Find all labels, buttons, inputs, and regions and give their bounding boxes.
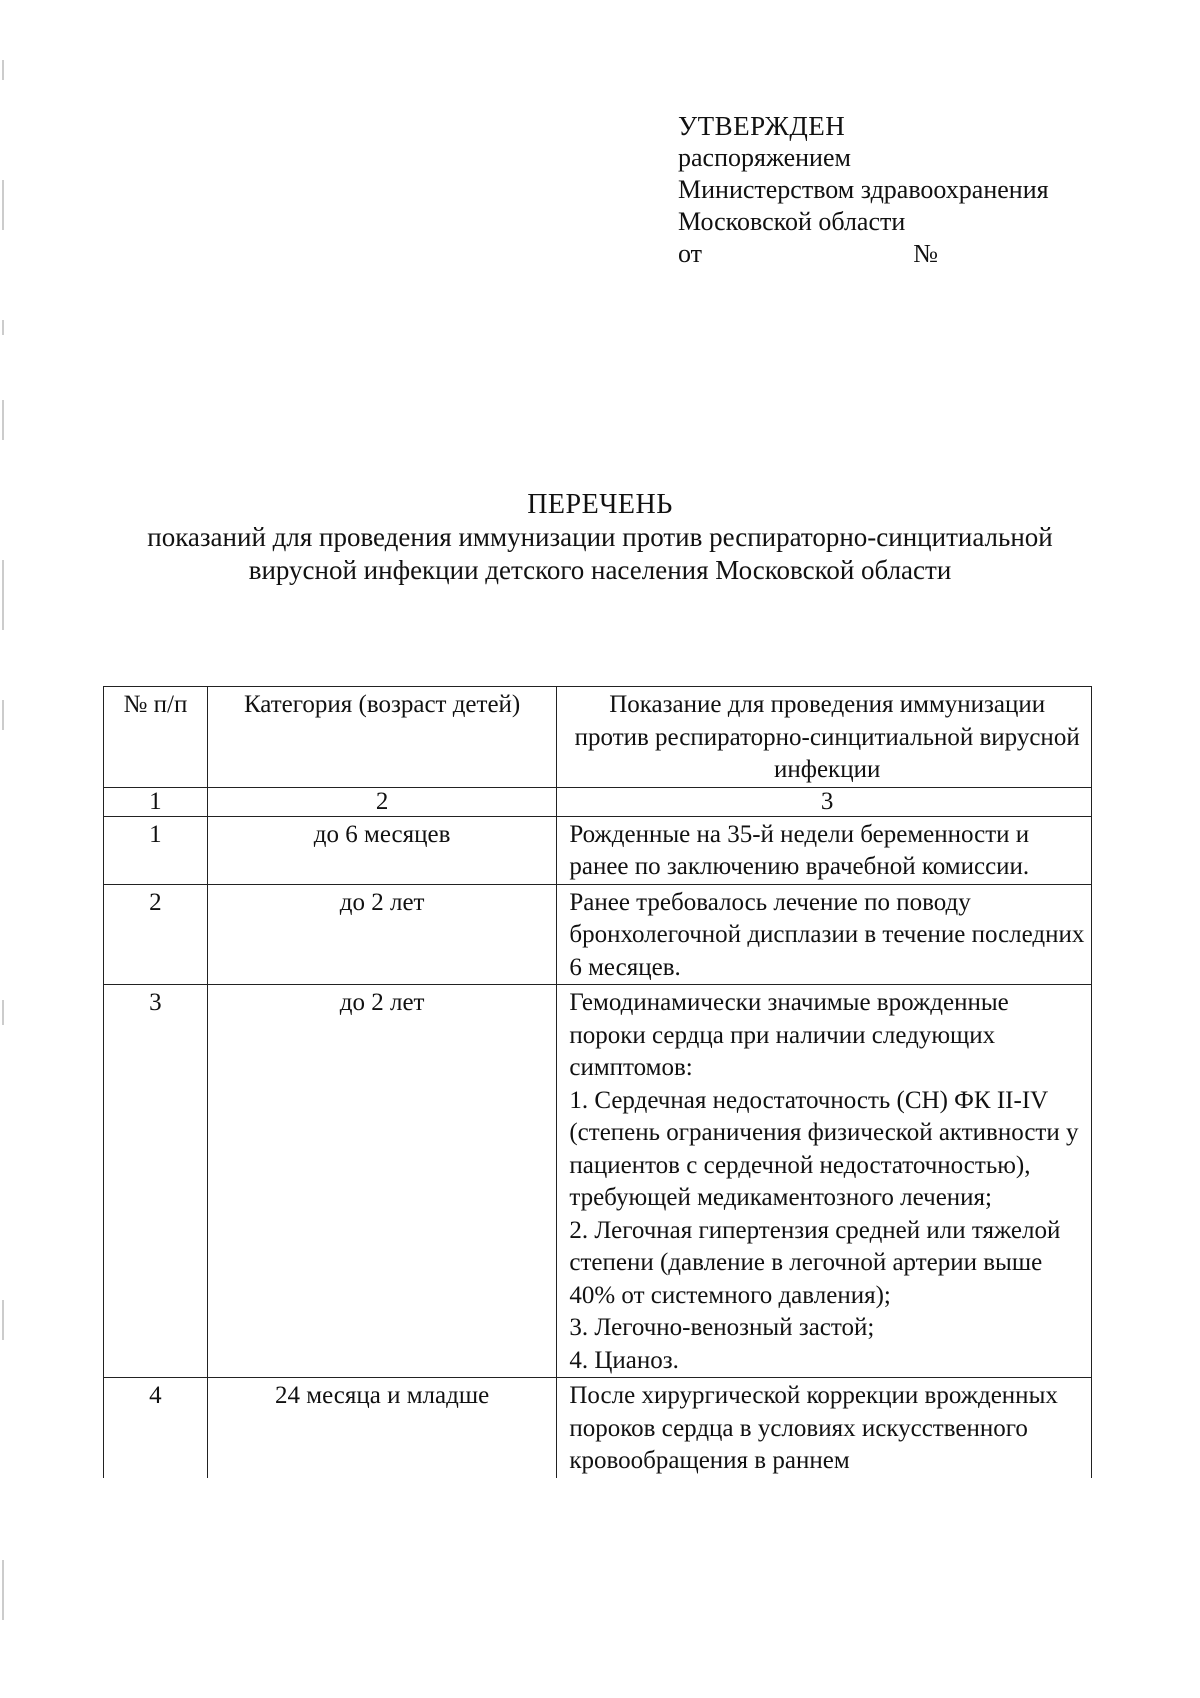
scan-edge-marks: [0, 0, 8, 1698]
column-number-1: 1: [104, 787, 208, 816]
document-title: ПЕРЕЧЕНЬ: [527, 489, 673, 520]
indications-table: [103, 686, 1092, 1478]
row-indication: [557, 884, 1092, 985]
document-subtitle: показаний для проведения иммунизации против респираторно-синцитиальной вирусной инфекции детского населения Московской области: [147, 522, 1053, 585]
row-num: 3: [104, 985, 208, 1378]
row-indication: [557, 816, 1092, 884]
indication-text: После хирургической коррекции врожденных пороков сердца в условиях искусственного кровообращения в раннем: [569, 1382, 1058, 1474]
approval-number-label: №: [913, 239, 938, 268]
row-num: 2: [104, 884, 208, 985]
header-indication: Показание для проведения иммунизации против респираторно-синцитиальной вирусной инфекции: [557, 687, 1092, 788]
row-num: 1: [104, 816, 208, 884]
header-num: № п/п: [104, 687, 208, 788]
column-number-row: [104, 787, 1092, 816]
indication-text: Ранее требовалось лечение по поводу бронхолегочной дисплазии в течение последних 6 месяцев.: [569, 888, 1085, 981]
row-indication: [557, 985, 1092, 1378]
table-header-row: [104, 687, 1092, 788]
row-category: 24 месяца и младше: [207, 1378, 557, 1478]
document-heading: [110, 488, 1090, 587]
header-category: Категория (возраст детей): [207, 687, 557, 788]
approval-line-ministry: Министерством здравоохранения: [678, 175, 1049, 204]
approval-line-order: распоряжением: [678, 143, 851, 172]
row-category: до 2 лет: [207, 985, 557, 1378]
indication-item: 1. Сердечная недостаточность (СН) ФК II-IV (степень ограничения физической активности у пациентов с сердечной недостаточностью), требующей медикаментозного лечения;: [569, 1086, 1079, 1211]
table-row: [104, 1378, 1092, 1478]
row-indication: [557, 1378, 1092, 1478]
row-category: до 2 лет: [207, 884, 557, 985]
approval-title: УТВЕРЖДЕН: [678, 111, 846, 141]
approval-block: [678, 110, 1049, 270]
table-row: [104, 816, 1092, 884]
column-number-2: 2: [207, 787, 557, 816]
indication-item: 2. Легочная гипертензия средней или тяжелой степени (давление в легочной артерии выше 40% от системного давления);: [569, 1216, 1061, 1309]
indication-item: 4. Цианоз.: [569, 1346, 679, 1374]
indication-text: Рожденные на 35-й недели беременности и ранее по заключению врачебной комиссии.: [569, 820, 1030, 880]
approval-date-label: от: [678, 239, 703, 268]
approval-date-line: [678, 238, 938, 270]
column-number-3: 3: [557, 787, 1092, 816]
approval-line-region: Московской области: [678, 207, 906, 236]
row-category: до 6 месяцев: [207, 816, 557, 884]
indication-item: 3. Легочно-венозный застой;: [569, 1314, 875, 1341]
indication-text: Гемодинамически значимые врожденные пороки сердца при наличии следующих симптомов:: [569, 989, 1009, 1081]
table-row: [104, 985, 1092, 1378]
table-row: [104, 884, 1092, 985]
row-num: 4: [104, 1378, 208, 1478]
